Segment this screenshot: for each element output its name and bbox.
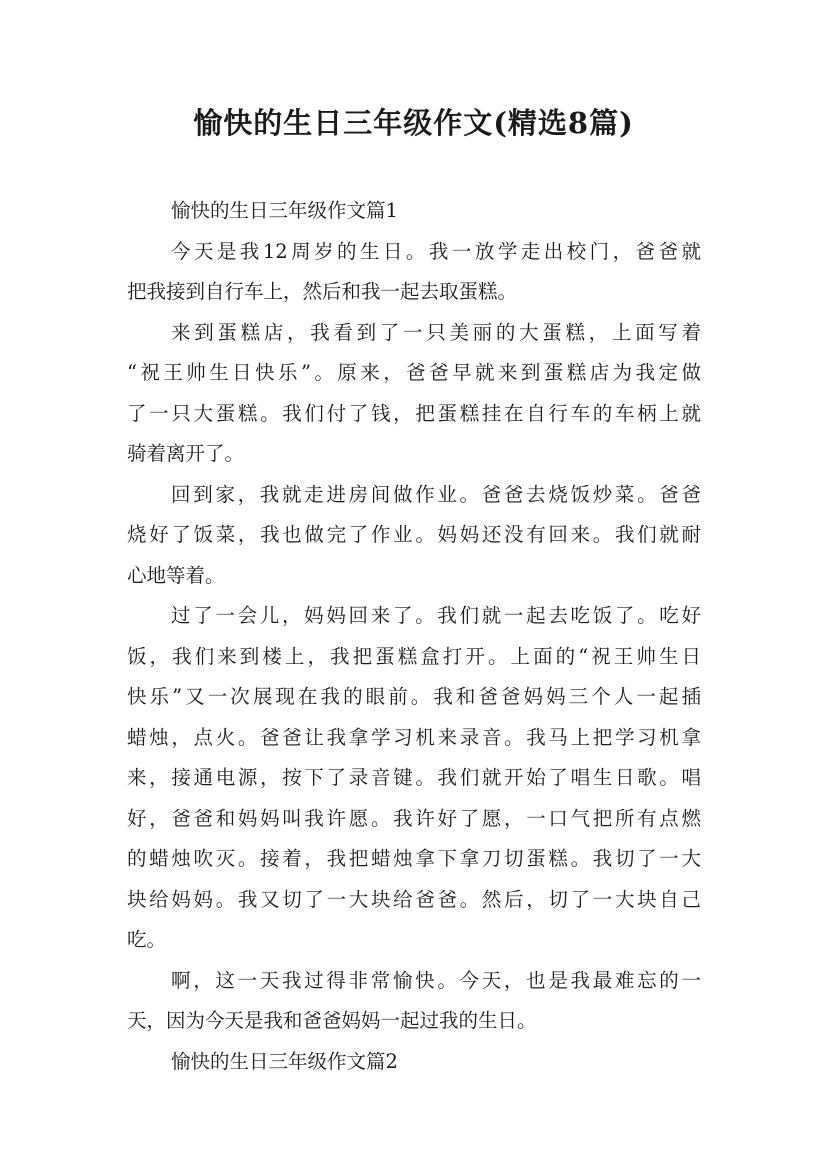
document-title: 愉快的生日三年级作文(精选8篇) xyxy=(193,106,634,140)
text-line: 好，爸爸和妈妈叫我许愿。我许好了愿，一口气把所有点燃 xyxy=(127,806,701,830)
text-line: 饭，我们来到楼上，我把蛋糕盒打开。上面的“祝王帅生日 xyxy=(127,644,701,668)
text-line: 回到家，我就走进房间做作业。爸爸去烧饭炒菜。爸爸 xyxy=(171,482,701,506)
document-body xyxy=(127,191,701,1082)
text-line: 来，接通电源，按下了录音键。我们就开始了唱生日歌。唱 xyxy=(127,766,701,789)
text-line: 块给妈妈。我又切了一大块给爸爸。然后，切了一大块自己 xyxy=(127,887,701,911)
text-line: “祝王帅生日快乐”。原来，爸爸早就来到蛋糕店为我定做 xyxy=(127,361,701,384)
text-line: 的蜡烛吹灭。接着，我把蜡烛拿下拿刀切蛋糕。我切了一大 xyxy=(127,847,701,870)
text-line: 吃。 xyxy=(127,928,167,951)
text-line: 骑着离开了。 xyxy=(127,442,245,465)
text-line: 来到蛋糕店，我看到了一只美丽的大蛋糕，上面写着 xyxy=(171,320,701,344)
text-line: 啊，这一天我过得非常愉快。今天，也是我最难忘的一 xyxy=(171,968,701,992)
text-line: 天，因为今天是我和爸爸妈妈一起过我的生日。 xyxy=(127,1009,537,1032)
text-line: 心地等着。 xyxy=(127,563,225,587)
text-line: 烧好了饭菜，我也做完了作业。妈妈还没有回来。我们就耐 xyxy=(127,523,701,546)
text-line: 快乐”又一次展现在我的眼前。我和爸爸妈妈三个人一起插 xyxy=(127,685,701,708)
section-heading-2: 愉快的生日三年级作文篇2 xyxy=(171,1049,398,1073)
text-line: 蜡烛，点火。爸爸让我拿学习机来录音。我马上把学习机拿 xyxy=(127,725,701,749)
text-line: 今天是我12周岁的生日。我一放学走出校门，爸爸就 xyxy=(171,239,701,263)
text-line: 把我接到自行车上，然后和我一起去取蛋糕。 xyxy=(127,280,518,303)
text-line: 了一只大蛋糕。我们付了钱，把蛋糕挂在自行车的车柄上就 xyxy=(127,401,701,425)
section-heading-1: 愉快的生日三年级作文篇1 xyxy=(171,199,398,222)
text-line: 过了一会儿，妈妈回来了。我们就一起去吃饭了。吃好 xyxy=(171,604,701,627)
